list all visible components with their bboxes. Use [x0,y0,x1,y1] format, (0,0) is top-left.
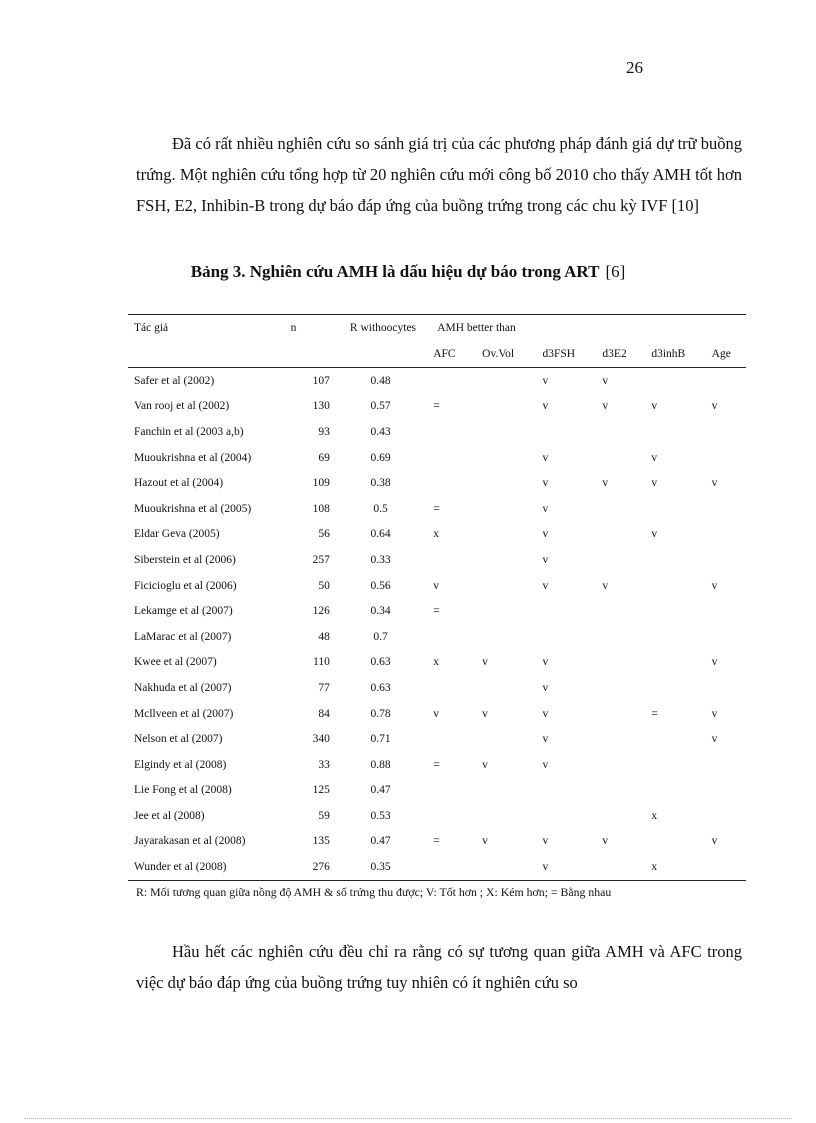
cell-ovvol: v [482,758,488,771]
cell-ovvol [474,445,534,471]
table-row [128,650,746,676]
cell-d3inhb: x [651,809,658,822]
cell-d3inhb [645,598,705,624]
cell-d3inhb: v [651,477,658,490]
cell-age [706,496,746,522]
cell-n: 276 [263,854,338,880]
cell-age [706,368,746,394]
cell-d3fsh: v [542,553,549,566]
cell-n: 48 [318,630,330,643]
cell-d3e2 [596,778,645,804]
cell-d3inhb [645,752,705,778]
cell-afc [423,368,474,394]
cell-age [706,624,746,650]
cell-author: Ficicioglu et al (2006) [134,579,237,592]
cell-afc: x [433,528,439,541]
cell-d3fsh: v [542,758,549,771]
cell-author: Hazout et al (2004) [134,477,224,490]
cell-afc [423,675,474,701]
cell-age [706,803,746,829]
cell-n: 107 [312,374,330,387]
cell-author: Nelson et al (2007) [134,733,223,746]
cell-ovvol [474,598,534,624]
cell-afc [423,470,474,496]
cell-ovvol [474,368,534,394]
cell-ovvol: v [482,707,488,720]
cell-d3e2: v [602,835,609,848]
cell-author: Lie Fong et al (2008) [134,784,232,797]
cell-n: 110 [313,656,330,669]
closing-paragraph-text: Hầu hết các nghiên cứu đều chỉ ra rằng có sự tương quan giữa AMH và AFC trong việc dự báo đáp ứng của buồng trứng tuy nhiên có ít nghiên cứu so [136,942,742,992]
cell-author: Fanchin et al (2003 a,b) [134,425,244,438]
header-ovvol: Ov.Vol [474,341,534,368]
cell-d3e2: v [602,579,609,592]
cell-author: Jee et al (2008) [134,809,205,822]
cell-d3e2: v [602,477,609,490]
table-row [128,445,746,471]
cell-n: 340 [312,733,330,746]
page-number: 26 [626,58,643,77]
cell-author: Muoukrishna et al (2005) [134,502,252,515]
cell-r: 0.71 [370,733,391,746]
cell-author: Kwee et al (2007) [134,656,217,669]
cell-d3inhb: v [651,528,658,541]
cell-d3e2 [596,675,645,701]
cell-ovvol [474,803,534,829]
cell-afc [423,778,474,804]
cell-ovvol [474,522,534,548]
cell-d3e2 [596,445,645,471]
table-caption-ref: [6] [605,262,626,281]
cell-author: Lekamge et al (2007) [134,605,233,618]
cell-d3inhb [645,778,705,804]
cell-d3inhb [645,419,705,445]
cell-d3fsh: v [542,707,549,720]
cell-r: 0.43 [370,425,391,438]
cell-age [706,854,746,880]
cell-d3fsh [534,598,596,624]
cell-ovvol [474,419,534,445]
cell-d3inhb [645,650,705,676]
cell-author: Siberstein et al (2006) [134,553,236,566]
cell-d3inhb: = [651,707,658,720]
cell-d3fsh: v [542,502,549,515]
cell-author: Nakhuda et al (2007) [134,681,232,694]
page-bottom-rule [24,1118,792,1119]
cell-d3fsh: v [542,374,549,387]
cell-r: 0.69 [370,451,391,464]
header-afc: AFC [423,341,474,368]
cell-n: 108 [312,502,330,515]
cell-r: 0.7 [373,630,388,643]
cell-d3e2 [596,803,645,829]
cell-d3fsh: v [542,835,549,848]
header-author: Tác giả [128,315,263,342]
cell-ovvol [474,547,534,573]
cell-n: 33 [318,758,330,771]
cell-afc: = [433,835,440,848]
table-caption-title: Bảng 3. Nghiên cứu AMH là dấu hiệu dự báo trong ART [190,262,600,281]
intro-paragraph [136,128,742,221]
cell-r: 0.64 [370,528,391,541]
cell-d3fsh [534,803,596,829]
cell-d3fsh [534,419,596,445]
cell-d3e2 [596,752,645,778]
table-row [128,547,746,573]
table-row [128,778,746,804]
table-row [128,419,746,445]
cell-afc: = [433,758,440,771]
table-row [128,470,746,496]
header-d3inhb: d3inhB [645,341,705,368]
cell-d3fsh: v [542,681,549,694]
cell-n: 125 [312,784,330,797]
cell-n: 135 [312,835,330,848]
cell-ovvol: v [482,656,488,669]
cell-r: 0.48 [370,374,391,387]
header-age: Age [706,341,746,368]
cell-author: Safer et al (2002) [134,374,215,387]
cell-d3e2 [596,624,645,650]
amh-studies-table [128,314,746,881]
cell-afc: x [433,656,439,669]
table-row [128,522,746,548]
cell-afc [423,445,474,471]
table-row [128,726,746,752]
cell-d3fsh [534,624,596,650]
cell-d3inhb [645,726,705,752]
cell-d3fsh: v [542,477,549,490]
table-row [128,854,746,880]
table-row [128,675,746,701]
cell-age: v [711,835,718,848]
header-amh-group: AMH better than [423,315,746,342]
cell-ovvol [474,394,534,420]
cell-r: 0.47 [370,835,391,848]
cell-ovvol [474,778,534,804]
cell-ovvol [474,624,534,650]
cell-age [706,778,746,804]
cell-n: 84 [318,707,330,720]
cell-author: Wunder et al (2008) [128,854,263,880]
cell-r: 0.56 [370,579,391,592]
cell-r: 0.88 [370,758,391,771]
cell-r: 0.78 [370,707,391,720]
cell-r: 0.35 [338,854,423,880]
cell-age [706,445,746,471]
cell-afc: = [433,400,440,413]
cell-ovvol [474,675,534,701]
cell-d3e2 [596,598,645,624]
cell-r: 0.63 [370,656,391,669]
cell-d3inhb [645,547,705,573]
cell-afc: = [433,502,440,515]
cell-d3e2 [596,522,645,548]
cell-d3e2 [596,650,645,676]
cell-n: 77 [318,681,330,694]
cell-n: 50 [318,579,330,592]
cell-age: v [711,733,718,746]
header-spacer [128,341,263,368]
cell-d3inhb [645,573,705,599]
cell-r: 0.5 [373,502,388,515]
cell-n: 59 [318,809,330,822]
table-row [128,829,746,855]
cell-afc: = [433,605,440,618]
cell-d3e2 [596,419,645,445]
cell-d3e2 [596,726,645,752]
cell-age: v [711,579,718,592]
cell-author: Eldar Geva (2005) [134,528,220,541]
cell-ovvol [474,726,534,752]
table-footnote: R: Mối tương quan giữa nồng độ AMH & số trứng thu được; V: Tốt hơn ; X: Kém hơn; = Bằng nhau [136,885,612,899]
table-row [128,624,746,650]
cell-afc [423,726,474,752]
cell-age [706,547,746,573]
cell-n: 69 [318,451,330,464]
cell-d3fsh: v [542,579,549,592]
cell-d3inhb [645,829,705,855]
cell-d3fsh: v [542,451,549,464]
cell-afc [423,419,474,445]
cell-afc: v [433,707,439,720]
cell-r: 0.57 [370,400,391,413]
table-row [128,701,746,727]
cell-d3fsh [534,778,596,804]
cell-d3e2: v [602,400,609,413]
cell-d3inhb: v [651,451,658,464]
cell-age [706,675,746,701]
table-row [128,368,746,394]
intro-paragraph-text: Đã có rất nhiều nghiên cứu so sánh giá trị của các phương pháp đánh giá dự trữ buồng trứng. Một nghiên cứu tổng hợp từ 20 nghiên cứu mới công bố 2010 cho thấy AMH tốt hơn FSH, E2, Inhibin-B trong dự báo đáp ứng của buồng trứng trong các chu kỳ IVF [10] [136,134,742,215]
cell-n: 109 [312,477,330,490]
cell-ovvol [474,496,534,522]
cell-age: v [711,400,718,413]
cell-r: 0.38 [370,477,391,490]
cell-r: 0.34 [370,605,391,618]
cell-r: 0.33 [370,553,391,566]
cell-d3inhb [645,496,705,522]
header-d3fsh: d3FSH [534,341,596,368]
cell-age [706,419,746,445]
cell-d3fsh: v [534,854,596,880]
cell-author: Jayarakasan et al (2008) [134,835,246,848]
cell-age [706,752,746,778]
cell-ovvol: v [482,835,488,848]
table-row [128,573,746,599]
cell-d3fsh: v [542,528,549,541]
cell-author: Van rooj et al (2002) [134,400,230,413]
table-row [128,752,746,778]
cell-d3inhb [645,368,705,394]
table-caption [0,262,816,282]
cell-d3inhb [645,675,705,701]
header-r: R withoocytes [338,315,423,342]
cell-d3e2 [596,701,645,727]
cell-r: 0.63 [370,681,391,694]
cell-n: 130 [312,400,330,413]
table-row [128,598,746,624]
cell-afc [423,854,474,880]
cell-n: 257 [312,553,330,566]
cell-age [706,522,746,548]
cell-author: LaMarac et al (2007) [134,630,232,643]
cell-r: 0.47 [370,784,391,797]
cell-d3inhb [645,624,705,650]
cell-d3fsh: v [542,656,549,669]
cell-d3fsh: v [542,400,549,413]
cell-d3e2 [596,496,645,522]
cell-age [706,598,746,624]
cell-afc [423,624,474,650]
cell-d3e2 [596,854,645,880]
cell-age: v [711,707,718,720]
cell-afc [423,803,474,829]
cell-afc [423,547,474,573]
header-spacer [338,341,423,368]
cell-age: v [711,477,718,490]
cell-author: Muoukrishna et al (2004) [134,451,252,464]
header-n: n [263,315,338,342]
table-row [128,394,746,420]
cell-d3inhb: v [651,400,658,413]
cell-age: v [711,656,718,669]
table-body [128,368,746,881]
cell-afc: v [433,579,439,592]
cell-author: Mcllveen et al (2007) [134,707,234,720]
cell-n: 93 [318,425,330,438]
table-row [128,496,746,522]
cell-d3e2: v [602,374,609,387]
cell-r: 0.53 [370,809,391,822]
table-row [128,803,746,829]
header-spacer [263,341,338,368]
cell-ovvol [474,854,534,880]
cell-n: 56 [318,528,330,541]
cell-n: 126 [312,605,330,618]
cell-ovvol [474,573,534,599]
cell-d3inhb: x [645,854,705,880]
cell-d3fsh: v [542,733,549,746]
header-d3e2: d3E2 [596,341,645,368]
closing-paragraph [136,936,742,998]
cell-d3e2 [596,547,645,573]
cell-ovvol [474,470,534,496]
cell-author: Elgindy et al (2008) [134,758,227,771]
